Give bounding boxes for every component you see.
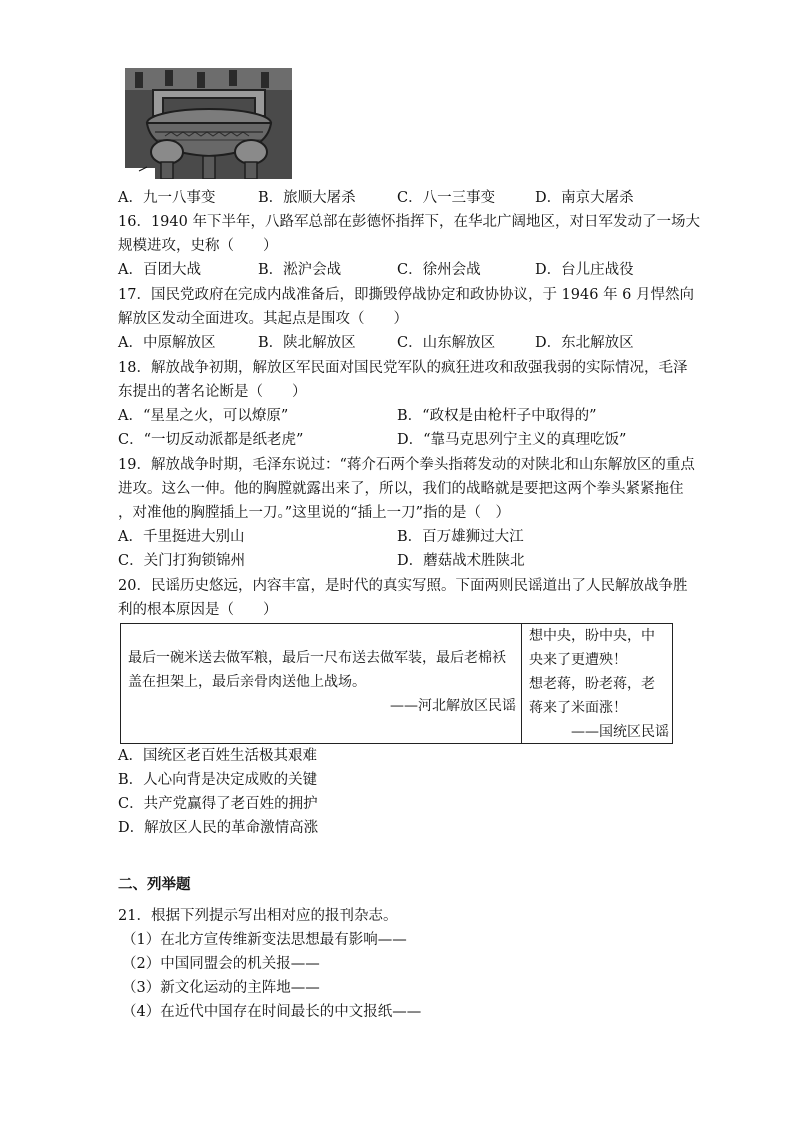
kmt-song-line1: 想中央，盼中央，中: [529, 628, 655, 644]
q19-option-a[interactable]: A．千里挺进大别山: [118, 529, 245, 545]
q21-stem: 21．根据下列提示写出相对应的报刊杂志。: [118, 908, 398, 924]
q20-option-d[interactable]: D．解放区人民的革命激情高涨: [118, 820, 319, 836]
q16-option-d[interactable]: D．台儿庄战役: [535, 262, 634, 278]
q15-option-d[interactable]: D．南京大屠杀: [535, 190, 634, 206]
q19-stem-line1: 19．解放战争时期，毛泽东说过：“蒋介石两个拳头指蒋发动的对陕北和山东解放区的重点: [118, 457, 695, 473]
kmt-area-folk-song-cell: [529, 624, 669, 744]
q19-option-c[interactable]: C．关门打狗锁锦州: [118, 553, 246, 569]
kmt-song-source: ——国统区民谣: [571, 724, 669, 740]
q19-stem-line2: 进攻。这么一伸。他的胸膛就露出来了，所以，我们的战略就是要把这两个拳头紧紧拖住: [118, 481, 684, 497]
q18-option-c[interactable]: C．“一切反动派都是纸老虎”: [118, 432, 304, 448]
folk-song-table: [120, 623, 673, 744]
q17-option-a[interactable]: A．中原解放区: [118, 335, 216, 351]
bronze-vessel-image: [125, 68, 292, 179]
q16-option-b[interactable]: B．淞沪会战: [258, 262, 342, 278]
q19-option-b[interactable]: B．百万雄狮过大江: [397, 529, 524, 545]
q17-option-b[interactable]: B．陕北解放区: [258, 335, 356, 351]
q18-option-b[interactable]: B．“政权是由枪杆子中取得的”: [397, 408, 597, 424]
q20-stem-line1: 20．民谣历史悠远，内容丰富，是时代的真实写照。下面两则民谣道出了人民解放战争胜: [118, 578, 688, 594]
q18-stem-line1: 18．解放战争初期，解放区军民面对国民党军队的疯狂进攻和敌强我弱的实际情况，毛泽: [118, 360, 688, 376]
q20-option-b[interactable]: B．人心向背是决定成败的关键: [118, 772, 318, 788]
q21-item-4: （4）在近代中国存在时间最长的中文报纸——: [122, 1004, 422, 1020]
table-divider: [521, 624, 522, 743]
section-heading: 二、列举题: [118, 876, 191, 893]
q15-option-b[interactable]: B．旅顺大屠杀: [258, 190, 356, 206]
q18-stem-line2: 东提出的著名论断是（ ）: [118, 384, 307, 400]
hebei-song-line1: 最后一碗米送去做军粮，最后一尺布送去做军装，最后老棉袄: [128, 650, 506, 666]
q18-option-a[interactable]: A．“星星之火，可以燎原”: [118, 408, 289, 424]
q21-item-1: （1）在北方宣传维新变法思想最有影响——: [122, 932, 407, 948]
q15-option-a[interactable]: A．九一八事变: [118, 190, 216, 206]
q20-stem-line2: 利的根本原因是（ ）: [118, 602, 278, 618]
q16-stem-line1: 16．1940 年下半年，八路军总部在彭德怀指挥下，在华北广阔地区，对日军发动了一场大: [118, 214, 700, 230]
q19-option-d[interactable]: D．蘑菇战术胜陕北: [397, 553, 525, 569]
kmt-song-line4: 蒋来了米面涨！: [529, 700, 627, 716]
q17-stem-line2: 解放区发动全面进攻。其起点是围攻（ ）: [118, 311, 408, 327]
hebei-song-source: ——河北解放区民谣: [390, 698, 516, 714]
q17-option-c[interactable]: C．山东解放区: [397, 335, 496, 351]
hebei-song-line2: 盖在担架上，最后亲骨肉送他上战场。: [128, 674, 366, 690]
q16-option-a[interactable]: A．百团大战: [118, 262, 201, 278]
kmt-song-line2: 央来了更遭殃！: [529, 652, 627, 668]
q18-option-d[interactable]: D．“靠马克思列宁主义的真理吃饭”: [397, 432, 627, 448]
kmt-song-line3: 想老蒋，盼老蒋，老: [529, 676, 655, 692]
hebei-folk-song-cell: [128, 646, 516, 718]
q21-item-2: （2）中国同盟会的机关报——: [122, 956, 320, 972]
q17-stem-line1: 17．国民党政府在完成内战准备后，即撕毁停战协定和政协协议，于 1946 年 6 月悍然向: [118, 287, 695, 303]
q16-stem-line2: 规模进攻，史称（ ）: [118, 238, 278, 254]
q21-item-3: （3）新文化运动的主阵地——: [122, 980, 320, 996]
bronze-vessel-photo: [125, 68, 292, 179]
q19-stem-line3: ，对准他的胸膛插上一刀。”这里说的“插上一刀”指的是（ ）: [118, 505, 510, 521]
q20-option-a[interactable]: A．国统区老百姓生活极其艰难: [118, 748, 317, 764]
q15-option-c[interactable]: C．八一三事变: [397, 190, 496, 206]
q17-option-d[interactable]: D．东北解放区: [535, 335, 634, 351]
q20-option-c[interactable]: C．共产党赢得了老百姓的拥护: [118, 796, 318, 812]
q16-option-c[interactable]: C．徐州会战: [397, 262, 481, 278]
